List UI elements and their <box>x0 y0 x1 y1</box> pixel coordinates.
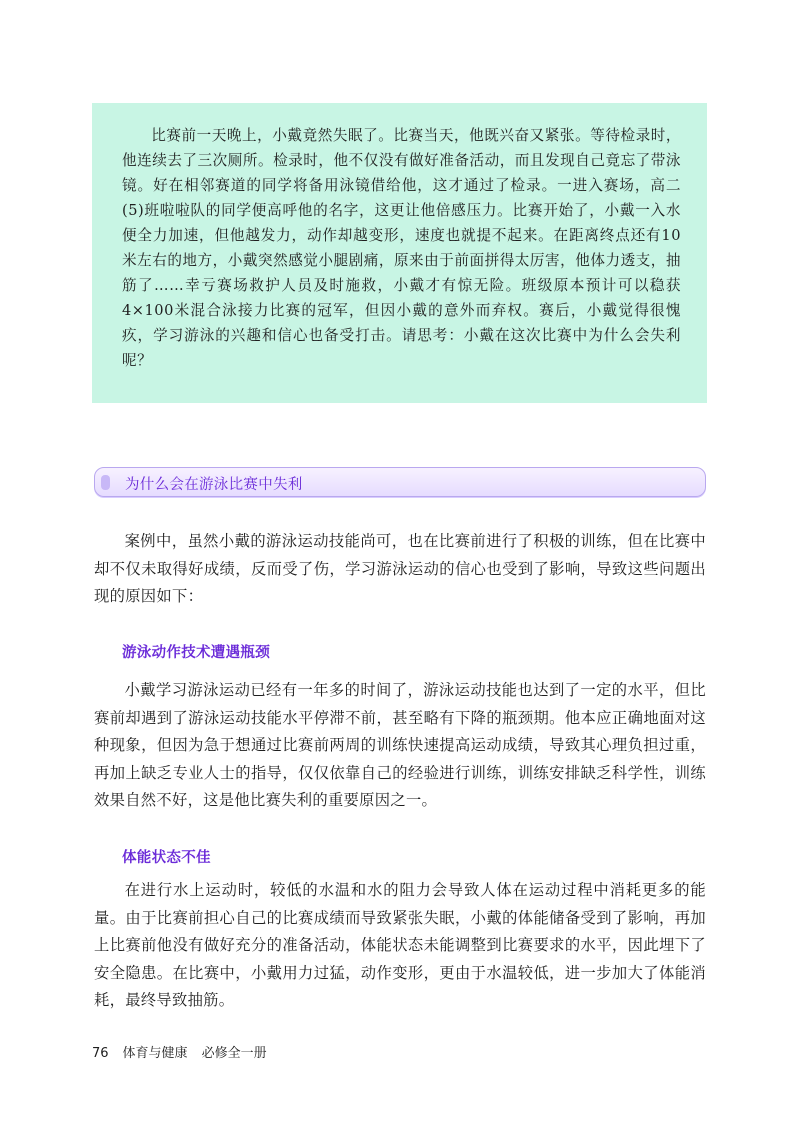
reason2-heading: 体能状态不佳 <box>122 850 211 866</box>
intro-paragraph: 案例中，虽然小戴的游泳运动技能尚可，也在比赛前进行了积极的训练，但在比赛中却不仅未取得好成绩，反而受了伤，学习游泳运动的信心也受到了影响，导致这些问题出现的原因如下： <box>94 532 706 605</box>
book-title: 体育与健康 <box>122 1046 188 1061</box>
case-study-box <box>92 103 707 403</box>
section-title: 为什么会在游泳比赛中失利 <box>125 477 303 493</box>
section-title-bar <box>94 467 706 497</box>
page-number: 76 <box>92 1046 109 1061</box>
page-footer <box>92 1042 267 1061</box>
case-study-text: 比赛前一天晚上，小戴竟然失眠了。比赛当天，他既兴奋又紧张。等待检录时，他连续去了三次厕所。检录时，他不仅没有做好准备活动，而且发现自己竟忘了带泳镜。好在相邻赛道的同学将备用泳镜借给他，这才通过了检录。一进入赛场，高二(5)班啦啦队的同学便高呼他的名字，这更让他倍感压力。比赛开始了，小戴一入水便全力加速，但他越发力，动作却越变形，速度也就提不起来。在距离终点还有10米左右的地方，小戴突然感觉小腿剧痛，原来由于前面拼得太厉害，他体力透支，抽筋了……幸亏赛场救护人员及时施救，小戴才有惊无险。班级原本预计可以稳获4×100米混合泳接力比赛的冠军，但因小戴的意外而弃权。赛后，小戴觉得很愧疚，学习游泳的兴趣和信心也备受打击。请思考：小戴在这次比赛中为什么会失利呢？ <box>122 127 681 369</box>
reason1-heading: 游泳动作技术遭遇瓶颈 <box>122 645 270 661</box>
reason2-paragraph: 在进行水上运动时，较低的水温和水的阻力会导致人体在运动过程中消耗更多的能量。由于比赛前担心自己的比赛成绩而导致紧张失眠，小戴的体能储备受到了影响，再加上比赛前他没有做好充分的准备活动，体能状态未能调整到比赛要求的水平，因此埋下了安全隐患。在比赛中，小戴用力过猛，动作变形，更由于水温较低，进一步加大了体能消耗，最终导致抽筋。 <box>94 881 706 1009</box>
book-volume: 必修全一册 <box>201 1046 267 1061</box>
reason1-paragraph: 小戴学习游泳运动已经有一年多的时间了，游泳运动技能也达到了一定的水平，但比赛前却遇到了游泳运动技能水平停滞不前，甚至略有下降的瓶颈期。他本应正确地面对这种现象，但因为急于想通过比赛前两周的训练快速提高运动成绩，导致其心理负担过重，再加上缺乏专业人士的指导，仅仅依靠自己的经验进行训练，训练安排缺乏科学性，训练效果自然不好，这是他比赛失利的重要原因之一。 <box>94 681 706 809</box>
